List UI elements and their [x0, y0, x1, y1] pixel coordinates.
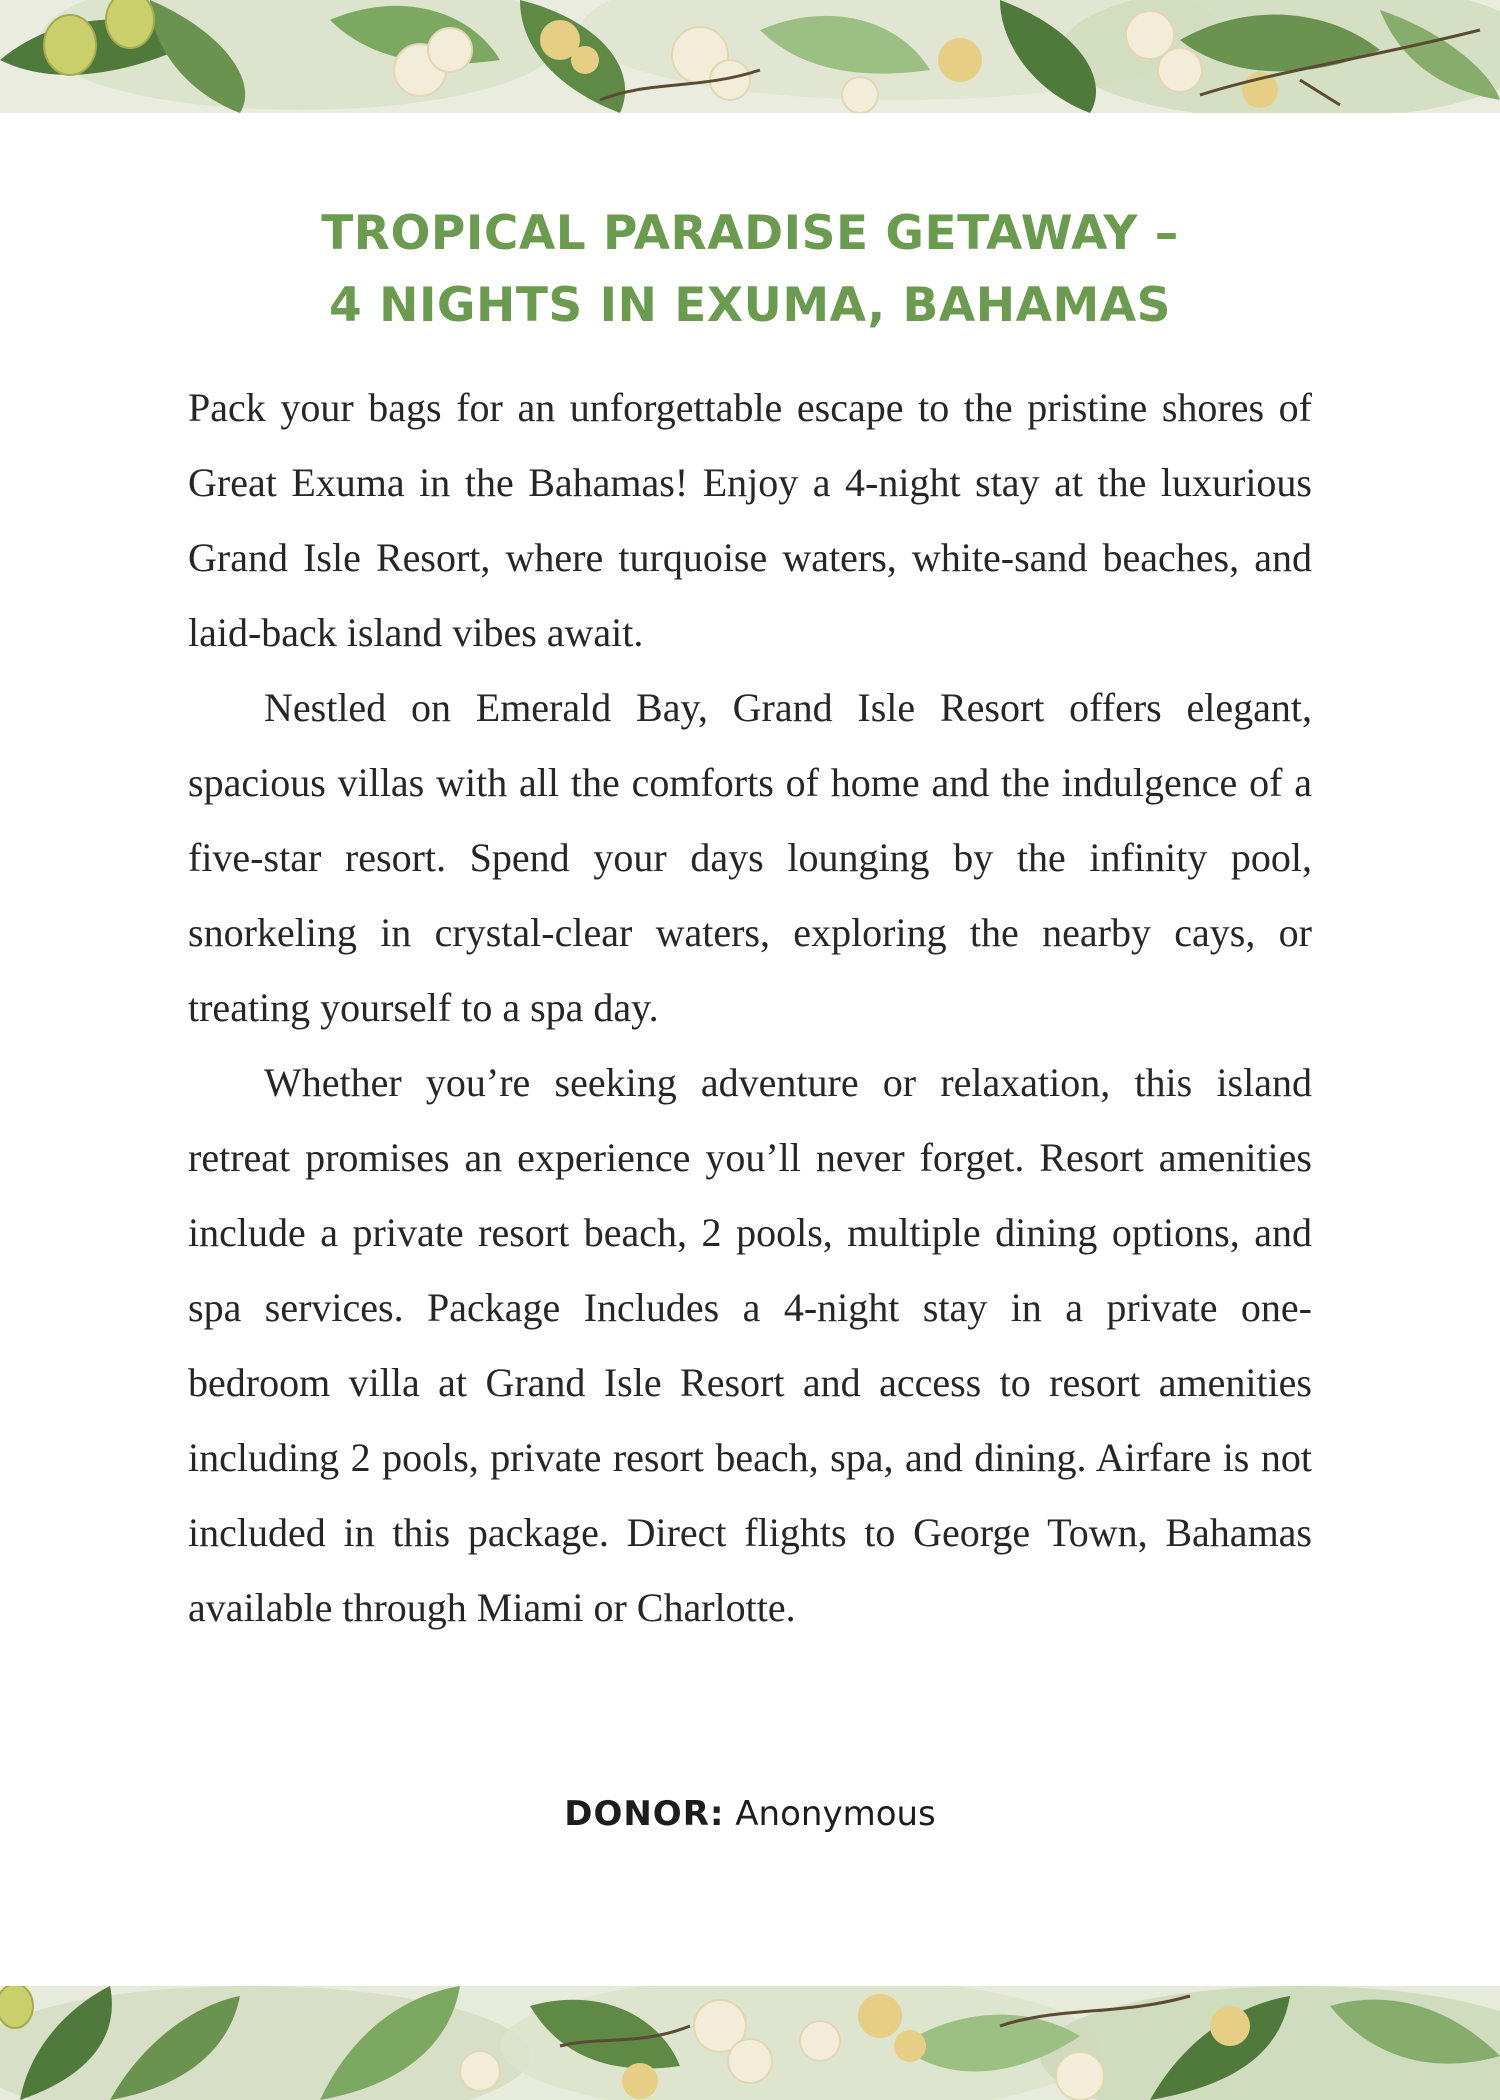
paragraph-package: Whether you’re seeking adventure or relaxation, this island retreat promises an experience you’ll never forget. Resort amenities include a private resort beach, 2 pools, multiple dining options, and spa services. Package Includes a 4-night stay in a private one-bedroom villa at Grand Isle Resort and access to resort amenities including 2 pools, private resort beach, spa, and dining. Airfare is not included in this package. Direct flights to George Town, Bahamas available through Miami or Charlotte.	[188, 1060, 1312, 1630]
floral-border-top	[0, 0, 1500, 113]
main-content	[188, 198, 1312, 1645]
page-title	[188, 198, 1312, 342]
floral-bottom-illustration	[0, 1986, 1500, 2100]
floral-top-illustration	[0, 0, 1500, 113]
floral-border-bottom	[0, 1986, 1500, 2100]
paragraph-intro: Pack your bags for an unforgettable escape to the pristine shores of Great Exuma in the Bahamas! Enjoy a 4-night stay at the luxurious Grand Isle Resort, where turquoise waters, white-sand beaches, and laid-back island vibes await.	[188, 385, 1312, 655]
donor-name: Anonymous	[735, 1794, 936, 1834]
title-line-2: 4 NIGHTS IN EXUMA, BAHAMAS	[329, 278, 1171, 333]
description	[188, 370, 1312, 1645]
donor-line	[0, 1794, 1500, 1834]
title-line-1: TROPICAL PARADISE GETAWAY –	[321, 206, 1179, 261]
donor-label: DONOR:	[564, 1794, 725, 1834]
paragraph-resort: Nestled on Emerald Bay, Grand Isle Resort offers elegant, spacious villas with all the comforts of home and the indulgence of a five-star resort. Spend your days lounging by the infinity pool, snorkeling in crystal-clear waters, exploring the nearby cays, or treating yourself to a spa day.	[188, 685, 1312, 1030]
